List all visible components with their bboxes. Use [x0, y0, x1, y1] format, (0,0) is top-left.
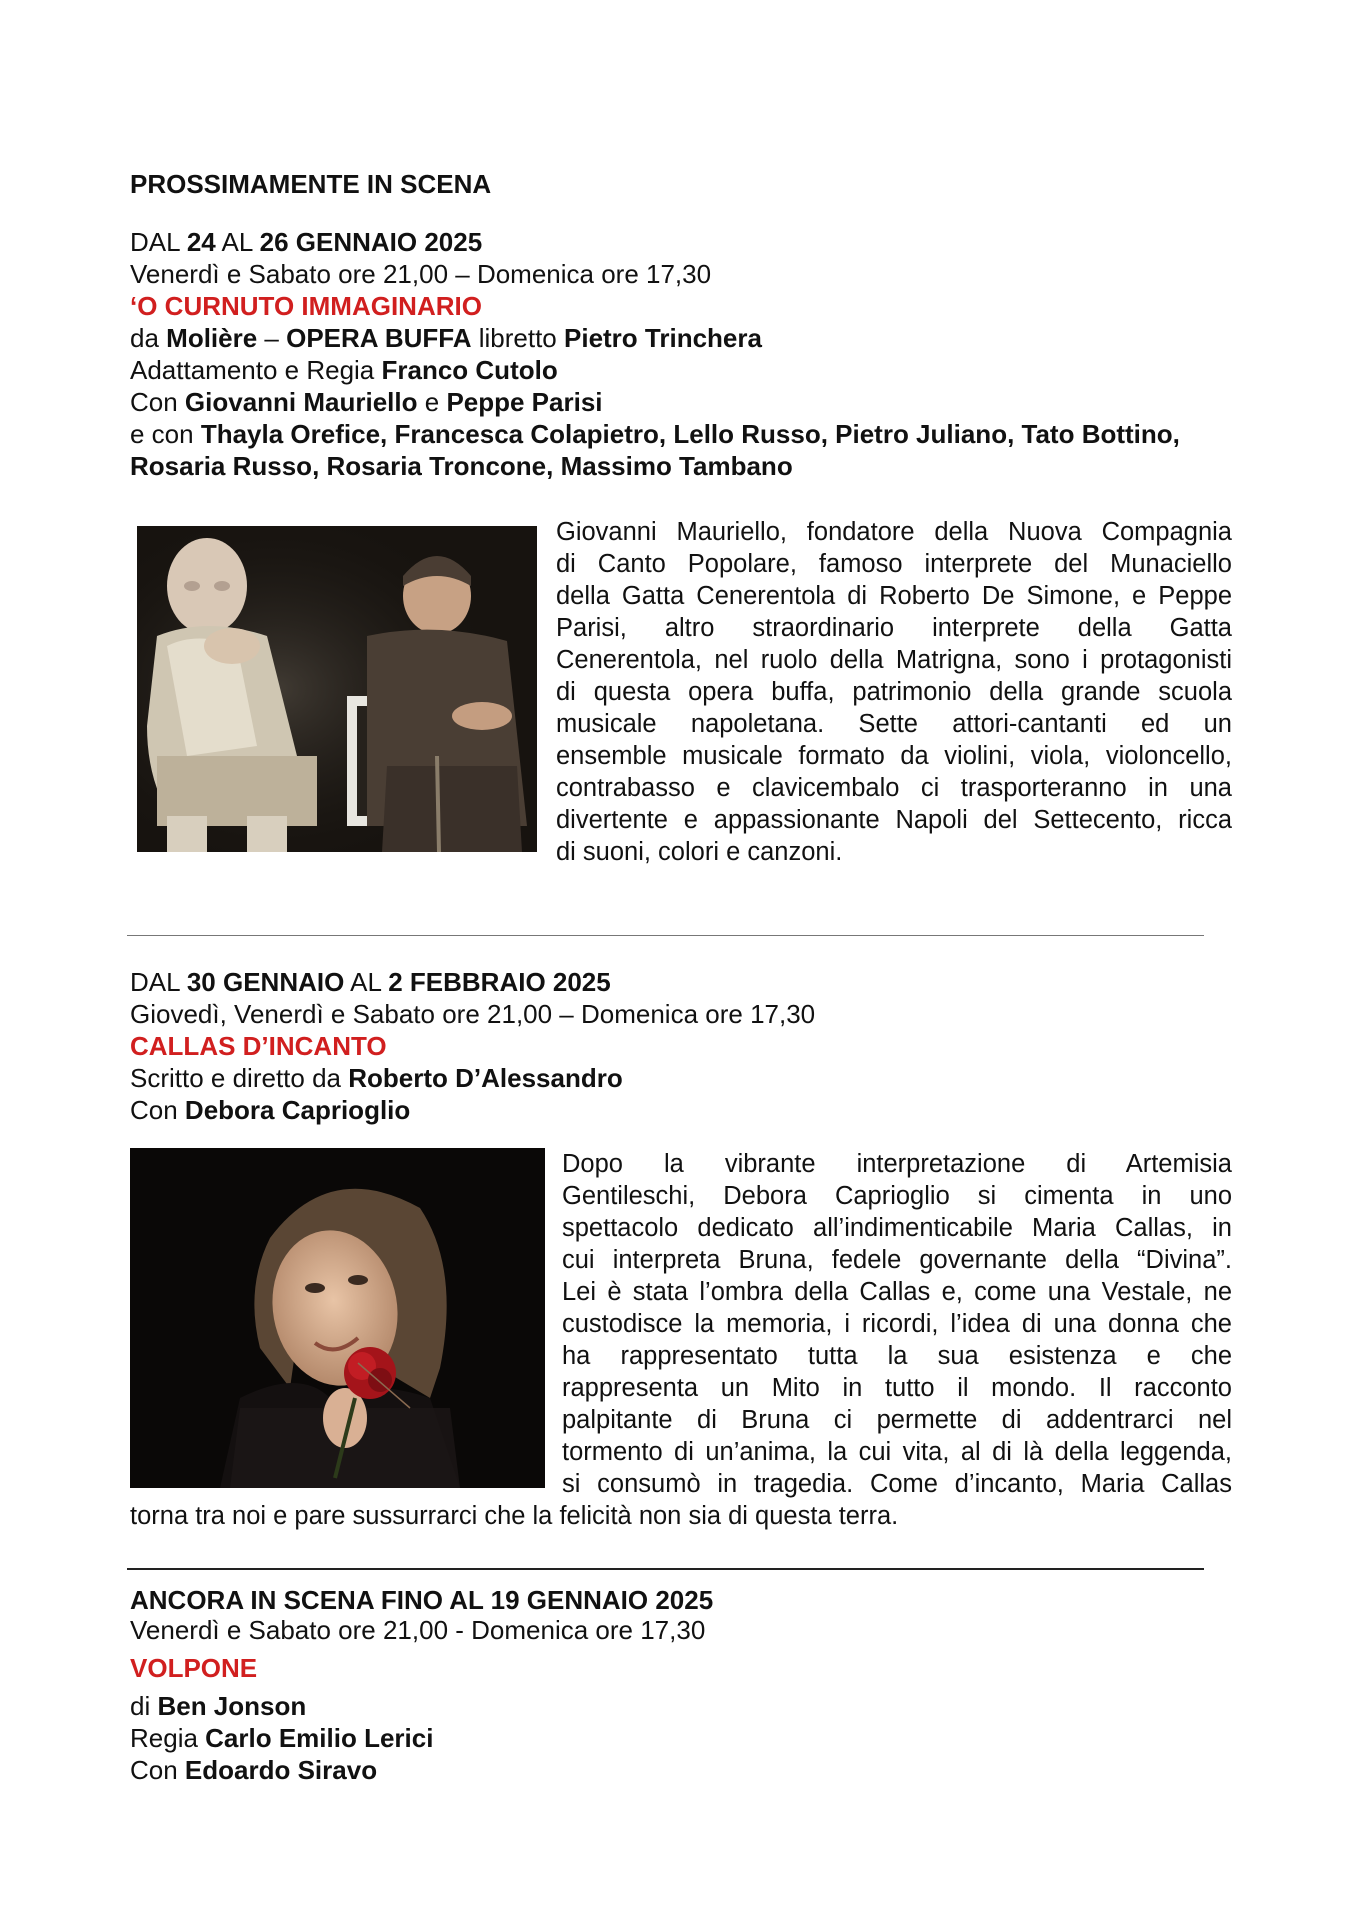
- desc-line: Lei è stata l’ombra della Callas e, come una Vestale, ne: [562, 1278, 1232, 1306]
- credit-name: Giovanni Mauriello: [184, 387, 418, 417]
- desc-line: ha rappresentato tutta la sua esistenza e che: [562, 1342, 1232, 1370]
- stage-photo-illustration: [137, 526, 537, 852]
- desc-line: Parisi, altro straordinario interprete della Gatta: [556, 614, 1232, 642]
- show1-title: ‘O CURNUTO IMMAGINARIO: [130, 291, 482, 321]
- credit-name: Pietro Trinchera: [564, 323, 762, 353]
- credit-text: Adattamento e Regia: [130, 355, 382, 385]
- desc-line: Gentileschi, Debora Caprioglio si cimenta in uno: [562, 1182, 1232, 1210]
- desc-line: cui interpreta Bruna, fedele governante della “Divina”.: [562, 1246, 1232, 1274]
- credit-text: e: [417, 387, 447, 417]
- credit-text: Con: [130, 1095, 185, 1125]
- portrait-photo-illustration: [130, 1148, 545, 1488]
- credit-text: libretto: [471, 323, 564, 353]
- show3-schedule: Venerdì e Sabato ore 21,00 - Domenica ore 17,30: [130, 1615, 706, 1645]
- credit-name: Carlo Emilio Lerici: [205, 1723, 434, 1753]
- desc-line: di Canto Popolare, famoso interprete del Munaciello: [556, 550, 1232, 578]
- date-start: 24: [186, 227, 216, 257]
- show2-schedule: Giovedì, Venerdì e Sabato ore 21,00 – Domenica ore 17,30: [130, 999, 816, 1029]
- show2-description-tail: torna tra noi e pare sussurrarci che la felicità non sia di questa terra.: [130, 1502, 899, 1530]
- credit-genre: OPERA BUFFA: [286, 323, 472, 353]
- desc-line: di suoni, colori e canzoni.: [556, 838, 843, 866]
- dates-connector: AL: [344, 967, 389, 997]
- desc-line: ensemble musicale formato da violini, viola, violoncello,: [556, 742, 1232, 770]
- section-header: PROSSIMAMENTE IN SCENA: [130, 169, 492, 199]
- desc-line: contrabasso e clavicembalo ci trasporteranno in una: [556, 774, 1232, 802]
- show2-dates: [130, 966, 611, 998]
- credit-text: Regia: [130, 1723, 206, 1753]
- credit-text: da: [130, 323, 167, 353]
- show2-credit-author: [130, 1062, 623, 1094]
- desc-line: musicale napoletana. Sette attori-cantanti ed un: [556, 710, 1232, 738]
- desc-line: tormento di un’anima, la cui vita, al di là della leggenda,: [562, 1438, 1232, 1466]
- show1-description: [556, 516, 1232, 868]
- date-start: 30 GENNAIO: [186, 967, 345, 997]
- show3-credit-author: [130, 1690, 306, 1722]
- credit-text: –: [257, 323, 287, 353]
- credit-name: Roberto D’Alessandro: [348, 1063, 623, 1093]
- show2-title: CALLAS D’INCANTO: [130, 1031, 387, 1061]
- desc-line: della Gatta Cenerentola di Roberto De Simone, e Peppe: [556, 582, 1232, 610]
- show1-credit-cast: [130, 386, 603, 418]
- show1-credit-direction: [130, 354, 558, 386]
- credit-text: di: [130, 1691, 158, 1721]
- credit-name: Molière: [166, 323, 258, 353]
- show2-credit-cast: [130, 1094, 410, 1126]
- dates-prefix: DAL: [130, 967, 187, 997]
- credit-text: Scritto e diretto da: [130, 1063, 349, 1093]
- desc-line: Giovanni Mauriello, fondatore della Nuova Compagnia: [556, 518, 1232, 546]
- show2-photo: [130, 1148, 545, 1488]
- desc-line: spettacolo dedicato all’indimenticabile Maria Callas, in: [562, 1214, 1232, 1242]
- show3-header: ANCORA IN SCENA FINO AL 19 GENNAIO 2025: [130, 1585, 714, 1615]
- show1-credit-author: [130, 322, 762, 354]
- desc-line: palpitante di Bruna ci permette di addentrarci nel: [562, 1406, 1232, 1434]
- credit-name: Ben Jonson: [157, 1691, 307, 1721]
- credit-name: Debora Caprioglio: [184, 1095, 411, 1125]
- credit-text: e con: [130, 419, 201, 449]
- show3-credit-direction: [130, 1722, 433, 1754]
- dates-prefix: DAL: [130, 227, 187, 257]
- show3-credit-cast: [130, 1754, 377, 1786]
- divider: [127, 935, 1204, 936]
- show1-credit-ensemble: [130, 418, 1180, 450]
- divider: [127, 1568, 1204, 1570]
- credit-name: Edoardo Siravo: [184, 1755, 378, 1785]
- desc-line: si consumò in tragedia. Come d’incanto, Maria Callas: [562, 1470, 1232, 1498]
- date-end: 26 GENNAIO 2025: [259, 227, 483, 257]
- show1-dates: [130, 226, 482, 258]
- show2-description: [562, 1148, 1232, 1500]
- show1-photo: [137, 526, 537, 852]
- desc-line: divertente e appassionante Napoli del Settecento, ricca: [556, 806, 1232, 834]
- desc-line: custodisce la memoria, i ricordi, l’idea di una donna che: [562, 1310, 1232, 1338]
- desc-line: di questa opera buffa, patrimonio della grande scuola: [556, 678, 1232, 706]
- desc-line: Cenerentola, nel ruolo della Matrigna, sono i protagonisti: [556, 646, 1232, 674]
- credit-name: Peppe Parisi: [446, 387, 603, 417]
- desc-line: rappresenta un Mito in tutto il mondo. Il racconto: [562, 1374, 1232, 1402]
- show1-credit-ensemble-cont: Rosaria Russo, Rosaria Troncone, Massimo Tambano: [130, 451, 793, 481]
- desc-line: Dopo la vibrante interpretazione di Artemisia: [562, 1150, 1232, 1178]
- credit-name: Franco Cutolo: [381, 355, 558, 385]
- show1-schedule: Venerdì e Sabato ore 21,00 – Domenica ore 17,30: [130, 259, 712, 289]
- credit-text: Con: [130, 387, 185, 417]
- credit-names: Thayla Orefice, Francesca Colapietro, Lello Russo, Pietro Juliano, Tato Bottino,: [200, 419, 1180, 449]
- dates-connector: AL: [215, 227, 260, 257]
- date-end: 2 FEBBRAIO 2025: [388, 967, 611, 997]
- credit-text: Con: [130, 1755, 185, 1785]
- show3-title: VOLPONE: [130, 1653, 258, 1683]
